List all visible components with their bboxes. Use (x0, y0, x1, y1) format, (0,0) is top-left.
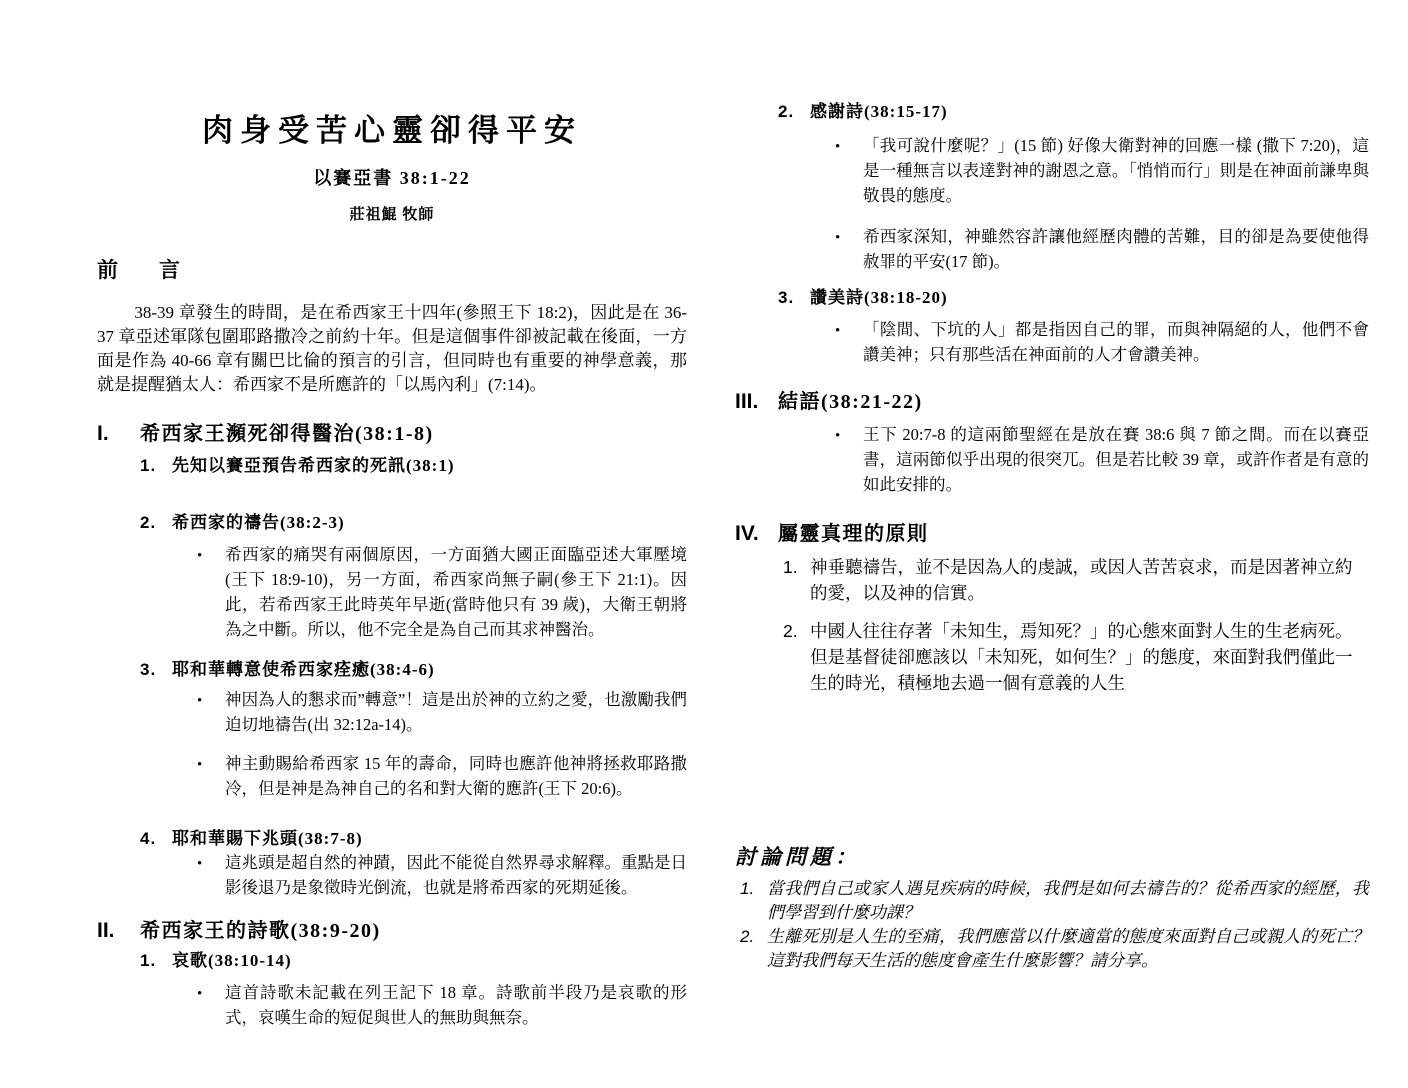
item-number: 1. (740, 879, 755, 898)
scripture-ref: 以賽亞書 38:1-22 (313, 168, 471, 188)
item-number: 3. (140, 660, 157, 679)
question-text: 生離死別是人生的至痛，我們應當以什麼適當的態度來面對自己或親人的死亡？這對我們每天生活的態度會產生什麼影響？請分享。 (767, 927, 1369, 970)
bullet-text: 神主動賜給希西家 15 年的壽命，同時也應許他神將拯救耶路撒冷，但是神是為神自己的名和對大衛的應許(王下 20:6)。 (225, 754, 687, 798)
section-2-heading (97, 914, 687, 943)
bullet-icon (197, 980, 225, 1030)
section-1-heading (97, 417, 687, 446)
item-number: 2. (140, 513, 157, 532)
outline-item (140, 949, 687, 972)
bullet-text: 「陰間、下坑的人」都是指因自己的罪，而與神隔絕的人，他們不會讚美神；只有那些活在神面前的人才會讚美神。 (863, 320, 1369, 364)
principle-item (783, 554, 1369, 606)
section-1-title: 希西家王瀕死卻得醫治(38:1-8) (140, 423, 434, 445)
right-column (735, 90, 1369, 973)
principle-text: 中國人往往存著「未知生，焉知死？」的心態來面對人生的生老病死。但是基督徒卻應該以「未知死，如何生？」的態度，來面對我們僅此一生的時光，積極地去過一個有意義的人生 (810, 621, 1353, 693)
bullet-text: 「我可說什麼呢？」(15 節) 好像大衛對神的回應一樣 (撒下 7:20)，這是一種無言以表達對神的謝恩之意。「悄悄而行」則是在神面前謙卑與敬畏的態度。 (863, 136, 1369, 205)
section-3-title: 結語(38:21-22) (778, 391, 923, 413)
bullet-icon (197, 687, 225, 737)
bullet-point (835, 133, 1369, 208)
outline-item (778, 286, 1369, 309)
question-text: 當我們自己或家人遇見疾病的時候，我們是如何去禱告的？從希西家的經歷，我們學習到什麼功課？ (767, 879, 1369, 922)
bullet-text: 這首詩歌未記載在列王記下 18 章。詩歌前半段乃是哀歌的形式，哀嘆生命的短促與世人的無助與無奈。 (225, 983, 687, 1027)
section-2-numeral: II. (97, 919, 115, 942)
discussion-heading: 討論問題： (735, 845, 860, 869)
bullet-point (197, 751, 687, 801)
item-title: 先知以賽亞預告希西家的死訊(38:1) (172, 456, 455, 475)
section-3-numeral: III. (735, 390, 759, 413)
item-number: 2. (783, 621, 798, 641)
principle-item (783, 618, 1369, 696)
item-number: 4. (140, 829, 157, 848)
bullet-point (835, 422, 1369, 497)
bullet-point (197, 542, 687, 642)
bullet-text: 希西家深知，神雖然容許讓他經歷肉體的苦難，目的卻是為要使他得赦罪的平安(17 節)。 (863, 227, 1369, 271)
discussion-question (740, 925, 1369, 973)
section-2-title: 希西家王的詩歌(38:9-20) (140, 920, 381, 942)
bullet-icon (835, 224, 863, 274)
item-number: 1. (783, 557, 798, 577)
page-title: 肉身受苦心靈卻得平安 (202, 113, 582, 148)
bullet-point (197, 850, 687, 900)
item-number: 1. (140, 456, 157, 475)
item-title: 哀歌(38:10-14) (172, 951, 292, 970)
section-4-numeral: IV. (735, 522, 759, 545)
item-title: 感謝詩(38:15-17) (810, 102, 948, 121)
item-number: 1. (140, 951, 157, 970)
item-number: 2. (778, 102, 795, 121)
outline-item (140, 454, 687, 477)
discussion-question (740, 877, 1369, 925)
bullet-icon (197, 850, 225, 900)
bullet-text: 這兆頭是超自然的神蹟，因此不能從自然界尋求解釋。重點是日影後退乃是象徵時光倒流，也就是將希西家的死期延後。 (225, 853, 687, 897)
preface-heading: 前 言 (97, 258, 190, 282)
section-1-numeral: I. (97, 422, 109, 445)
preface-paragraph: 38-39 章發生的時間，是在希西家王十四年(參照王下 18:2)，因此是在 36-37 章亞述軍隊包圍耶路撒冷之前約十年。但是這個事件卻被記載在後面，一方面是作為 40-66 章有關巴比倫的預言的引言，但同時也有重要的神學意義，那就是提醒猶太人：希西家不是所應許的「以馬內利」(7:14)。 (97, 303, 687, 394)
item-title: 希西家的禱告(38:2-3) (172, 513, 345, 532)
item-title: 耶和華賜下兆頭(38:7-8) (172, 829, 363, 848)
item-title: 讚美詩(38:18-20) (810, 288, 948, 307)
bullet-text: 王下 20:7-8 的這兩節聖經在是放在賽 38:6 與 7 節之間。而在以賽亞書，這兩節似乎出現的很突兀。但是若比較 39 章，或許作者是有意的如此安排的。 (863, 425, 1369, 494)
item-title: 耶和華轉意使希西家痊癒(38:4-6) (172, 660, 435, 679)
section-3-heading (735, 385, 1369, 414)
bullet-text: 神因為人的懇求而”轉意”！這是出於神的立約之愛，也激勵我們迫切地禱告(出 32:12a-14)。 (225, 690, 687, 734)
bullet-icon (197, 751, 225, 801)
bullet-text: 希西家的痛哭有兩個原因，一方面猶大國正面臨亞述大軍壓境(王下 18:9-10)，另一方面，希西家尚無子嗣(參王下 21:1)。因此，若希西家王此時英年早逝(當時他只有 39 歲)，大衛王朝將為之中斷。所以，他不完全是為自己而其求神醫治。 (225, 545, 687, 639)
bullet-icon (835, 133, 863, 208)
bullet-point (835, 317, 1369, 367)
section-4-title: 屬靈真理的原則 (778, 523, 929, 545)
bullet-icon (835, 422, 863, 497)
author-name: 莊祖鯤 牧師 (349, 207, 435, 223)
outline-item (140, 827, 687, 850)
outline-item (778, 100, 1369, 123)
bullet-point (835, 224, 1369, 274)
outline-item (140, 658, 687, 681)
bullet-icon (835, 317, 863, 367)
item-number: 2. (740, 927, 755, 946)
principle-text: 神垂聽禱告，並不是因為人的虔誠，或因人苦苦哀求，而是因著神立約的愛，以及神的信實。 (810, 557, 1353, 603)
bullet-icon (197, 542, 225, 642)
left-column (97, 95, 687, 1030)
section-4-heading (735, 517, 1369, 546)
outline-item (140, 511, 687, 534)
item-number: 3. (778, 288, 795, 307)
bullet-point (197, 687, 687, 737)
bullet-point (197, 980, 687, 1030)
